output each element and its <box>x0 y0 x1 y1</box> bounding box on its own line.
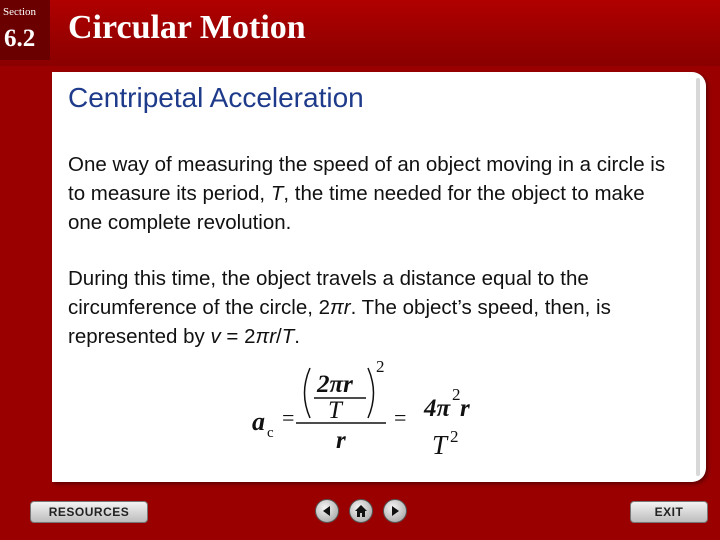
paragraph-text: , the time needed for the object to make one complete revolution. <box>68 182 645 234</box>
radius-symbol: πr <box>255 325 277 348</box>
formula-result-numerator-power: 2 <box>452 385 461 404</box>
section-number: 6.2 <box>4 25 36 52</box>
paragraph-text: During this time, the object travels a distance equal to the circumference of the circle, 2 <box>68 267 589 319</box>
formula-lhs: a <box>252 407 265 436</box>
paragraph-text: . The object’s speed, then, is represented by <box>68 296 611 348</box>
previous-slide-button[interactable] <box>315 499 339 523</box>
formula-numerator: 2πr <box>317 371 353 398</box>
formula-equals-2: = <box>394 405 407 430</box>
formula-right-paren <box>368 368 374 418</box>
formula-inner-denominator: T <box>328 397 342 424</box>
header-bar <box>0 0 720 66</box>
section-label: Section <box>3 6 36 18</box>
formula-result-denominator: T <box>432 430 448 460</box>
formula-outer-denominator: r <box>336 427 346 454</box>
chapter-title: Circular Motion <box>68 9 306 46</box>
paragraph-text: One way of measuring the speed of an object moving in a circle is to measure its period, <box>68 153 666 205</box>
formula-outer-power: 2 <box>376 358 385 376</box>
formula-equals-1: = <box>282 405 295 430</box>
arrow-right-icon <box>387 503 403 519</box>
paragraph-text: = 2 <box>220 325 256 348</box>
home-button[interactable] <box>349 499 373 523</box>
resources-button[interactable]: RESOURCES <box>30 501 148 523</box>
formula-result-numerator-r: r <box>460 395 470 422</box>
panel-scrollbar <box>696 78 700 476</box>
paragraph-period <box>68 150 683 237</box>
formula-result-denominator-power: 2 <box>450 427 459 446</box>
home-icon <box>353 503 369 519</box>
content-panel <box>52 72 706 482</box>
paragraph-text: / <box>276 325 282 348</box>
period-symbol: T <box>270 182 284 205</box>
exit-button[interactable]: EXIT <box>630 501 708 523</box>
formula-result-numerator: 4π <box>424 395 451 422</box>
period-symbol: T <box>281 325 295 348</box>
formula-lhs-subscript: c <box>267 425 274 441</box>
speed-symbol: v <box>210 325 221 348</box>
paragraph-text: . <box>294 325 300 348</box>
arrow-left-icon <box>319 503 335 519</box>
formula-left-paren <box>305 368 311 418</box>
circumference-symbol: πr <box>330 296 351 319</box>
section-badge <box>0 0 50 60</box>
next-slide-button[interactable] <box>383 499 407 523</box>
slide-subtitle: Centripetal Acceleration <box>68 82 364 113</box>
centripetal-acceleration-formula <box>252 358 492 468</box>
paragraph-speed <box>68 264 683 351</box>
